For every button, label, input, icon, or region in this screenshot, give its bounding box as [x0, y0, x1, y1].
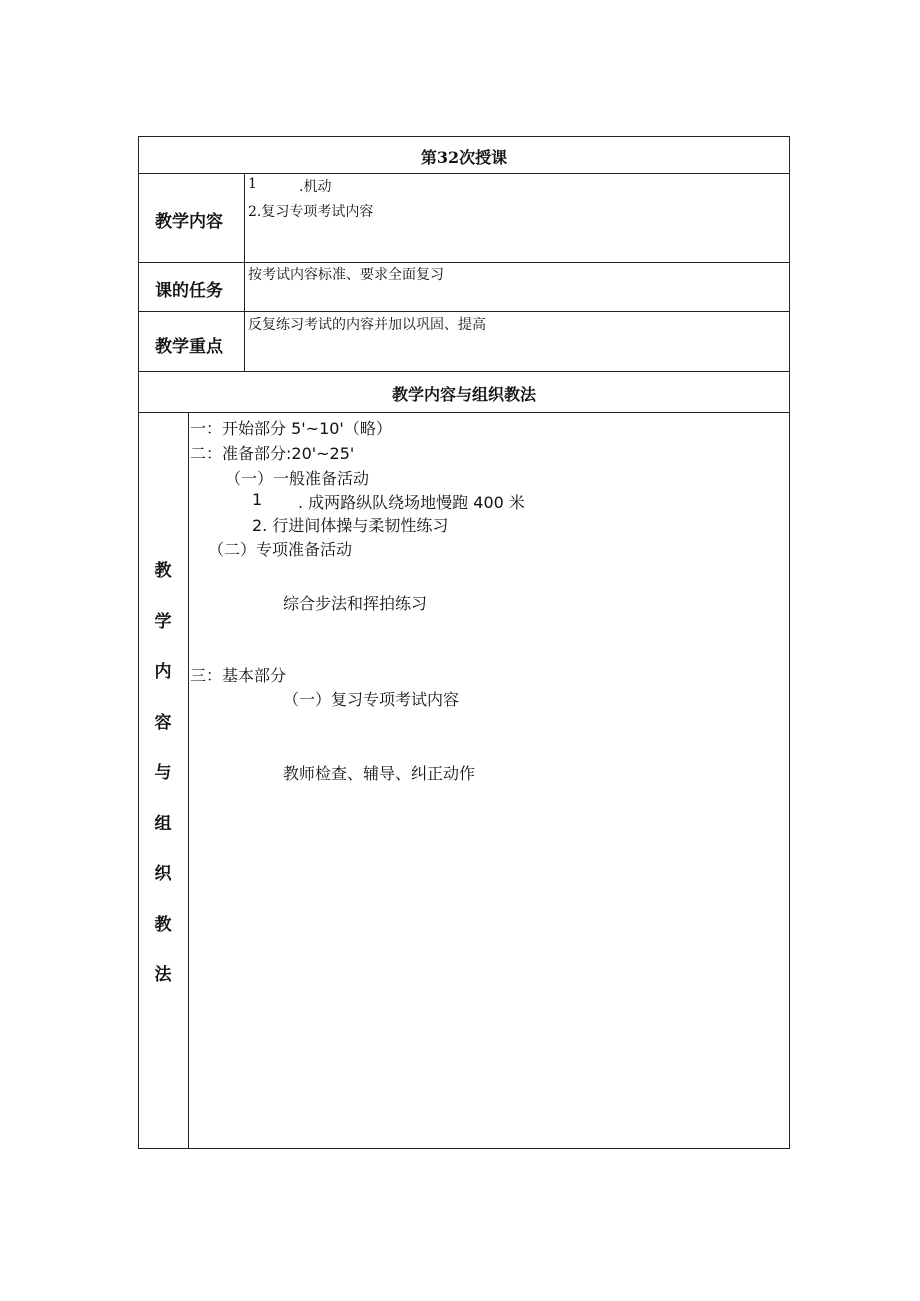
side-label-char: 法 [154, 965, 172, 985]
content-line: 一：开始部分 5'~10'（略） [190, 419, 392, 438]
content-line: 2. 行进间体操与柔韧性练习 [252, 516, 449, 535]
row-label-lesson-task: 课的任务 [155, 281, 223, 301]
row-text-line: .机动 [299, 179, 332, 195]
side-label-char: 内 [154, 662, 172, 682]
side-label-char: 教 [154, 561, 172, 581]
row-text-line: 反复练习考试的内容并加以巩固、提高 [248, 317, 486, 333]
table-border-left [138, 136, 139, 1149]
row-text-line: 1 [248, 176, 257, 192]
content-line: 二：准备部分:20'~25' [190, 444, 355, 463]
row-label-teaching-focus: 教学重点 [155, 337, 223, 357]
side-label-char: 学 [154, 612, 172, 632]
content-line: （一）复习专项考试内容 [283, 690, 460, 709]
table-border-bottom [138, 1148, 790, 1149]
row-divider [138, 262, 790, 263]
row-divider [138, 412, 790, 413]
side-label-divider [188, 412, 189, 1149]
row-text-line: 按考试内容标准、要求全面复习 [248, 267, 444, 283]
side-label-char: 织 [154, 864, 172, 884]
section-title: 教学内容与组织教法 [391, 385, 536, 404]
label-column-divider [244, 173, 245, 372]
row-label-teaching-content: 教学内容 [155, 212, 223, 232]
row-divider [138, 311, 790, 312]
side-label-char: 教 [154, 915, 172, 935]
side-label-char: 组 [154, 814, 172, 834]
content-line: （一）一般准备活动 [225, 469, 370, 488]
row-text-line: 2.复习专项考试内容 [248, 204, 374, 220]
content-line: . 成两路纵队绕场地慢跑 400 米 [298, 493, 525, 512]
row-divider [138, 173, 790, 174]
content-line: 综合步法和挥拍练习 [283, 594, 428, 613]
side-label-char: 与 [154, 763, 172, 783]
content-line: 三：基本部分 [190, 666, 287, 685]
content-line: （二）专项准备活动 [208, 540, 353, 559]
content-line: 教师检查、辅导、纠正动作 [283, 764, 476, 783]
lesson-title: 第32次授课 [420, 148, 508, 167]
table-border-top [138, 136, 790, 137]
row-divider [138, 371, 790, 372]
content-line: 1 [252, 490, 263, 509]
table-border-right [789, 136, 790, 1149]
side-label-char: 容 [154, 713, 172, 733]
lesson-plan-table [138, 136, 790, 1149]
